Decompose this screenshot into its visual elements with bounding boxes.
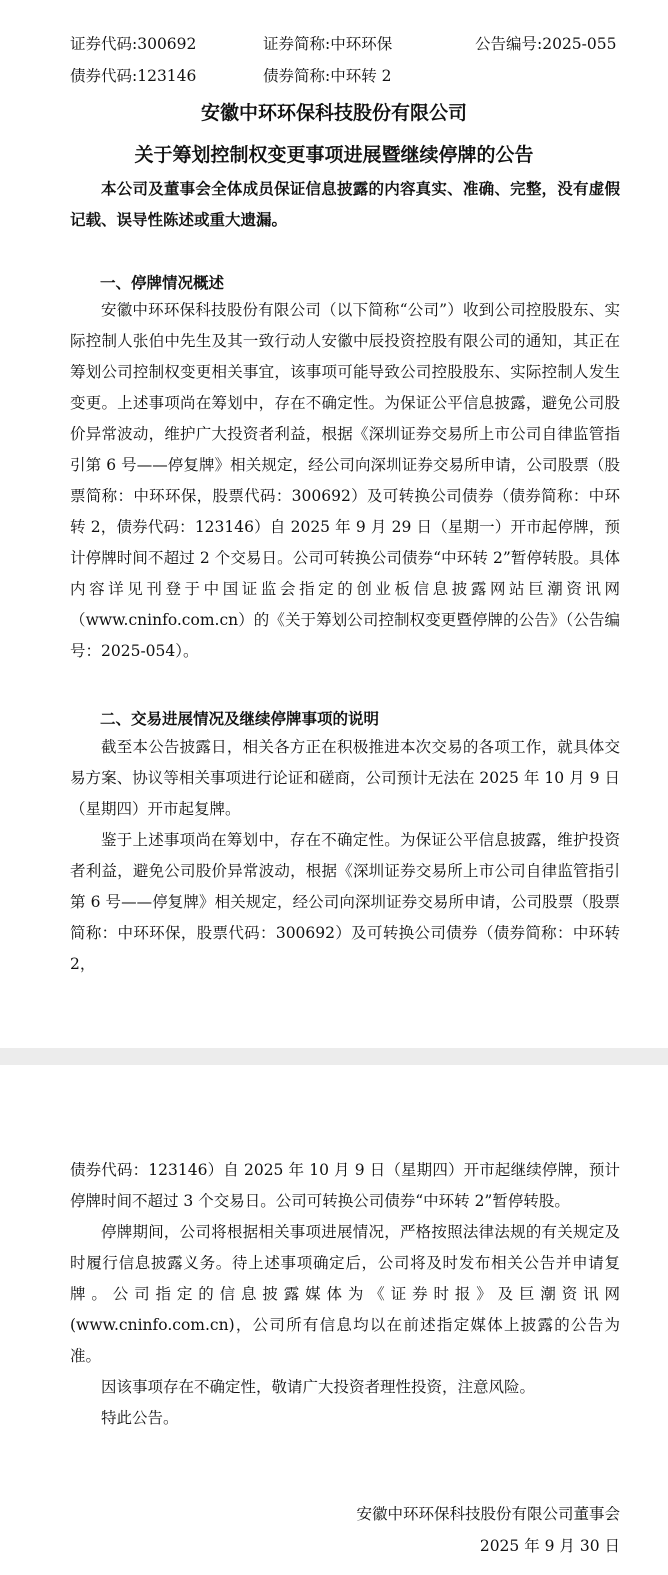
risk-warning: 因该事项存在不确定性，敬请广大投资者理性投资，注意风险。 [101,1378,536,1396]
bond-code: 债券代码:123146 [70,67,197,85]
section-1-heading: 一、停牌情况概述 [100,273,225,292]
company-title: 安徽中环环保科技股份有限公司 [200,102,467,124]
section-2-body [70,732,620,980]
section-2-paragraph-3: 停牌期间，公司将根据相关事项进展情况，严格按照法律法规的有关规定及时履行信息披露义务。待上述事项确定后，公司将及时发布相关公告并申请复牌。公司指定的信息披露媒体为《证券时报》及巨潮资讯网(www.cninfo.com.cn)，公司所有信息均以在前述指定媒体上披露的公告为准。 [70,1223,620,1365]
security-code: 证券代码:300692 [70,35,197,53]
signature-organization: 安徽中环环保科技股份有限公司董事会 [356,1505,620,1523]
section-2-continued [70,1155,620,1434]
closing-statement: 特此公告。 [101,1409,179,1427]
section-1-body [70,295,620,667]
document-title: 关于筹划控制权变更事项进展暨继续停牌的公告 [134,144,534,166]
signature-date: 2025 年 9 月 30 日 [479,1537,620,1555]
responsibility-statement [70,173,620,235]
announcement-number: 公告编号:2025-055 [475,35,617,53]
page-break-gap [0,1048,668,1065]
document-page-2 [0,1065,668,1575]
security-short-name: 证券简称:中环环保 [263,35,393,53]
statement-text: 本公司及董事会全体成员保证信息披露的内容真实、准确、完整，没有虚假记载、误导性陈述或重大遗漏。 [70,179,620,229]
bond-short-name: 债券简称:中环转 2 [263,67,392,85]
section-2-heading: 二、交易进展情况及继续停牌事项的说明 [100,709,380,728]
section-2-paragraph-2-end: 债券代码：123146）自 2025 年 10 月 9 日（星期四）开市起继续停牌，预计停牌时间不超过 3 个交易日。公司可转换公司债券“中环转 2”暂停转股。 [70,1161,620,1210]
section-1-paragraph: 安徽中环环保科技股份有限公司（以下简称“公司”）收到公司控股股东、实际控制人张伯中先生及其一致行动人安徽中辰投资控股有限公司的通知，其正在筹划公司控制权变更相关事宜，该事项可能导致公司控股股东、实际控制人发生变更。上述事项尚在筹划中，存在不确定性。为保证公平信息披露，避免公司股价异常波动，维护广大投资者利益，根据《深圳证券交易所上市公司自律监管指引第 6 号——停复牌》相关规定，经公司向深圳证券交易所申请，公司股票（股票简称：中环环保，股票代码：300692）及可转换公司债券（债券简称：中环转 2，债券代码：123146）自 2025 年 9 月 29 日（星期一）开市起停牌，预计停牌时间不超过 2 个交易日。公司可转换公司债券“中环转 2”暂停转股。具体内容详见刊登于中国证监会指定的创业板信息披露网站巨潮资讯网（www.cninfo.com.cn）的《关于筹划公司控制权变更暨停牌的公告》（公告编号：2025-054）。 [70,301,620,660]
section-2-paragraph-1: 截至本公告披露日，相关各方正在积极推进本次交易的各项工作，就具体交易方案、协议等相关事项进行论证和磋商，公司预计无法在 2025 年 10 月 9 日（星期四）开市起复牌。 [70,738,620,818]
section-2-paragraph-2-start: 鉴于上述事项尚在筹划中，存在不确定性。为保证公平信息披露，维护投资者利益，避免公司股价异常波动，根据《深圳证券交易所上市公司自律监管指引第 6 号——停复牌》相关规定，经公司向深圳证券交易所申请，公司股票（股票简称：中环环保，股票代码：300692）及可转换公司债券（债券简称：中环转 2， [70,831,620,973]
